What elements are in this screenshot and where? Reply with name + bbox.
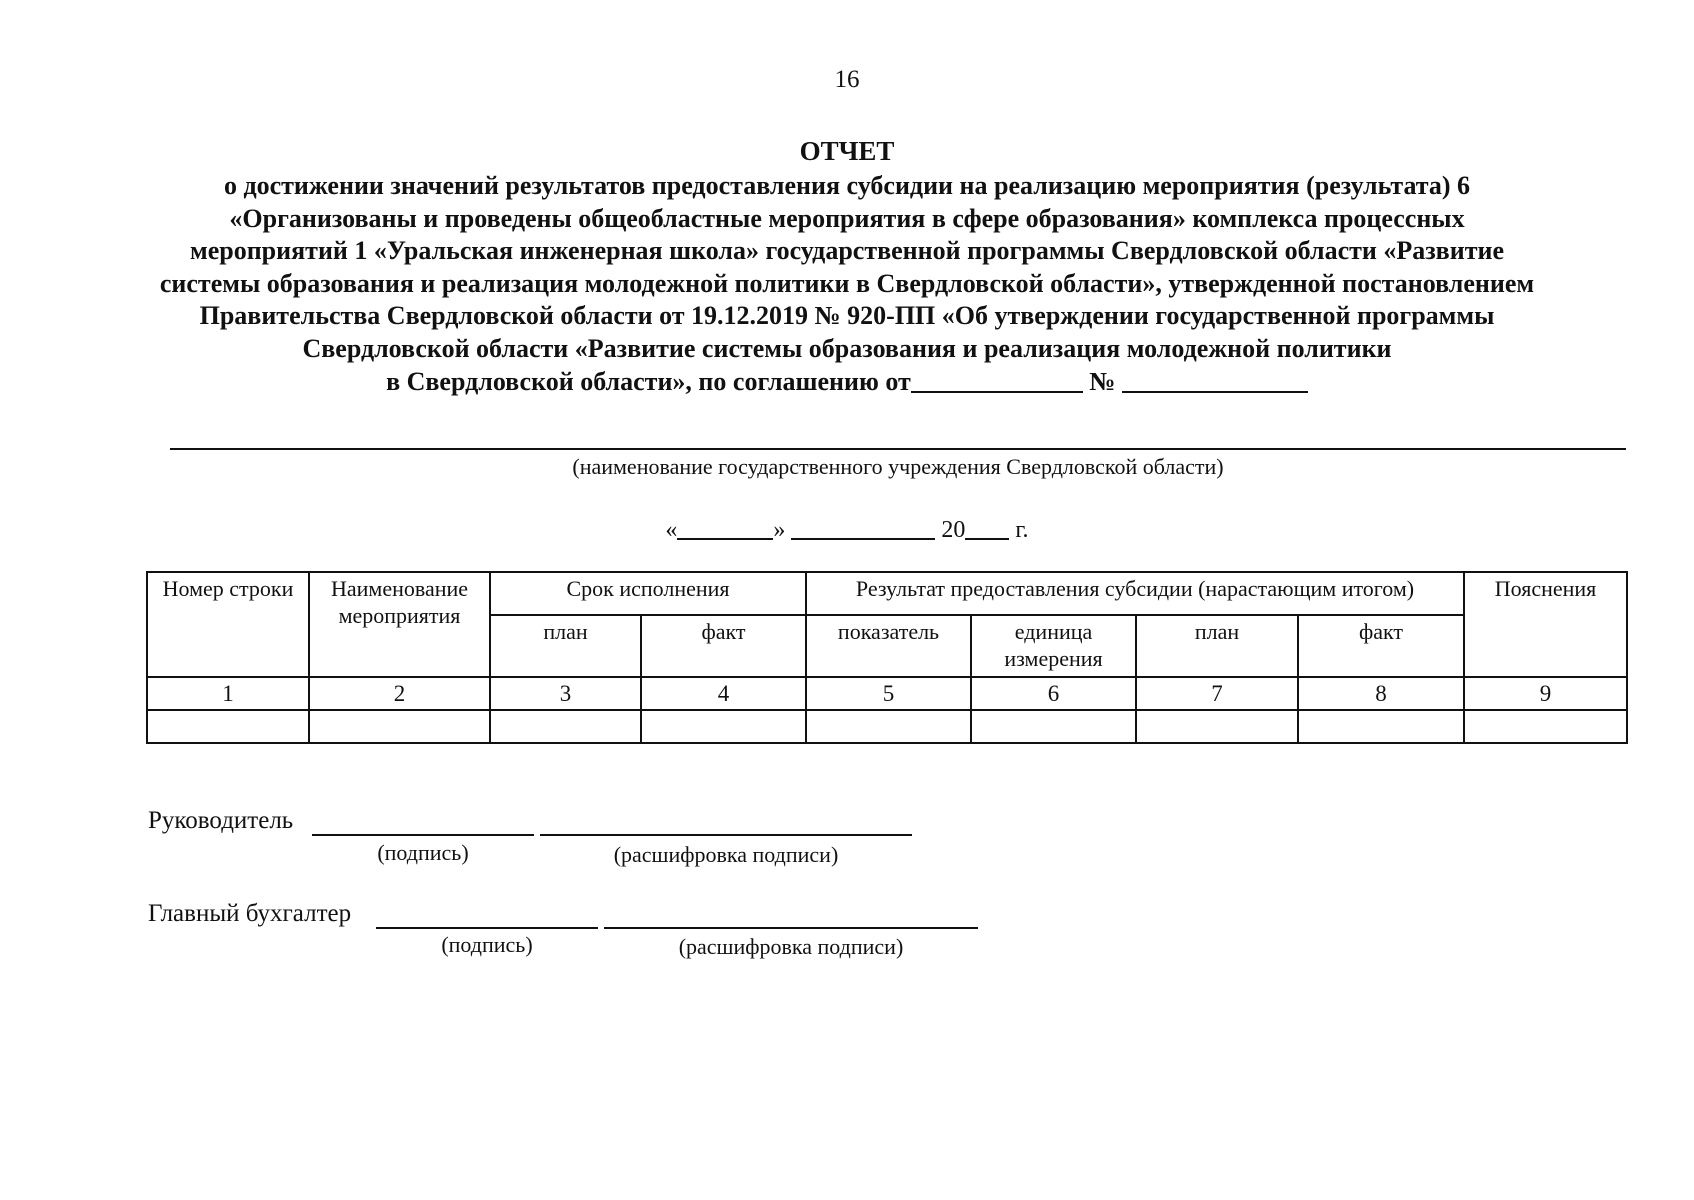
empty-cell[interactable] [806,710,971,743]
agreement-number-blank[interactable] [1122,365,1308,393]
head-signature-line[interactable] [312,834,534,836]
empty-cell[interactable] [490,710,641,743]
day-blank[interactable] [677,514,773,540]
subtitle-line: «Организованы и проведены общеобластные мероприятия в сфере образования» комплекса процессных [229,203,1465,233]
empty-cell[interactable] [147,710,309,743]
subtitle-line: Правительства Свердловской области от 19.12.2019 № 920-ПП «Об утверждении государственной программы [199,301,1495,330]
accountant-signature-caption: (подпись) [441,932,533,957]
empty-cell[interactable] [309,710,490,743]
header-event-name: Наименование мероприятия [309,572,490,677]
empty-cell[interactable] [971,710,1136,743]
year-prefix: 20 [941,517,966,543]
empty-cell[interactable] [1298,710,1464,743]
subheader-result-plan: план [1136,615,1298,677]
header-result: Результат предоставления субсидии (нарастающим итогом) [806,572,1464,615]
column-number: 7 [1136,677,1298,710]
head-label: Руководитель [148,807,294,834]
report-date [0,514,1694,544]
organization-caption: (наименование государственного учреждения Свердловской области) [572,454,1224,479]
head-signature-caption: (подпись) [377,840,469,865]
column-number: 8 [1298,677,1464,710]
subheader-deadline-plan: план [490,615,641,677]
head-decoding-caption: (расшифровка подписи) [613,842,839,867]
accountant-signature-line[interactable] [376,927,598,929]
column-number: 2 [309,677,490,710]
number-sign: № [1089,367,1116,396]
report-subtitle [130,170,1564,399]
accountant-decoding-line[interactable] [604,927,978,929]
organization-name-line[interactable] [170,448,1626,450]
column-number: 9 [1464,677,1627,710]
report-table [146,571,1628,744]
agreement-line [130,365,1564,399]
table-row [147,710,1627,743]
report-title: ОТЧЕТ [799,136,895,166]
empty-cell[interactable] [1136,710,1298,743]
subtitle-line: Свердловской области «Развитие системы образования и реализация молодежной политики [302,333,1392,363]
subtitle-line: о достижении значений результатов предоставления субсидии на реализацию мероприятия (результата) 6 [223,171,1471,200]
subheader-unit: единица измерения [971,615,1136,677]
column-number: 1 [147,677,309,710]
date-open-quote: « [665,517,678,543]
accountant-label: Главный бухгалтер [148,900,352,927]
subheader-result-fact: факт [1298,615,1464,677]
column-number: 3 [490,677,641,710]
column-number: 6 [971,677,1136,710]
page-number: 16 [834,66,860,93]
header-notes: Пояснения [1464,572,1627,677]
accountant-decoding-caption: (расшифровка подписи) [678,934,904,959]
empty-cell[interactable] [1464,710,1627,743]
subtitle-line: системы образования и реализация молодежной политики в Свердловской области», утвержденной постановлением [159,268,1535,298]
year-blank[interactable] [965,514,1009,540]
column-number: 4 [641,677,806,710]
empty-cell[interactable] [641,710,806,743]
subheader-deadline-fact: факт [641,615,806,677]
header-row-number: Номер строки [147,572,309,677]
subtitle-line: мероприятий 1 «Уральская инженерная школа» государственной программы Свердловской области «Развитие [189,236,1504,265]
head-decoding-line[interactable] [540,834,912,836]
column-numbers-row [147,677,1627,710]
agreement-date-blank[interactable] [911,365,1083,393]
header-deadline: Срок исполнения [490,572,806,615]
year-suffix: г. [1015,517,1029,543]
month-blank[interactable] [791,514,935,540]
subheader-indicator: показатель [806,615,971,677]
column-number: 5 [806,677,971,710]
date-close-quote: » [773,517,786,543]
agreement-prefix: в Свердловской области», по соглашению от [386,367,911,396]
